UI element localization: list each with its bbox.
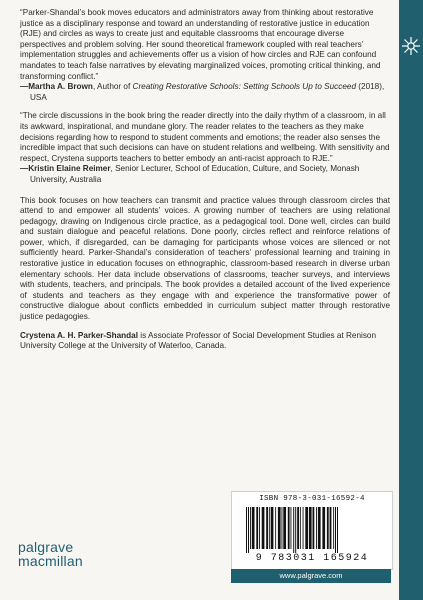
cover-text [20,8,390,352]
quote-1 [20,8,390,103]
palgrave-spine-logo-icon [401,36,421,56]
spine [399,0,423,600]
quote-1-attribution [20,82,390,103]
quote-2 [20,111,390,185]
publisher-logo [18,540,83,569]
quote-2-attribution [20,164,390,185]
quote-1-text: “Parker-Shandal’s book moves educators and administrators away from thinking about restorative justice as a disciplinary response and toward an understanding of restorative justice in education (RJE) and circles as ways to create just and equitable classrooms that encourage diverse perspectives and problem solving. Her sound theoretical framework coupled with real teachers’ implementation struggles and achievements offer us a vision of how circles and RJE can confound mandates to teach false narratives by elevating marginalized voices, promoting critical thinking, and transforming conflict.” [20,8,381,81]
quote-2-attrib-rest: , Senior Lecturer, School of Education, Culture, and Society, Monash University, Australia [30,164,360,184]
barcode-icon [244,507,384,553]
publisher-name-line2: macmillan [18,553,83,569]
barcode-digits: 9 783031 165924 [255,553,369,564]
quote-2-text: “The circle discussions in the book bring the reader directly into the daily rhythm of a classroom, in all its awkward, inspirational, and mundane glory. The reader relates to the teachers as they make decisions regarding how to respond to student comments and emotions; the reader also senses the incredible impact that such decisions can have on student relations and wellbeing. With sensitivity and respect, Crystena supports teachers to better embody an anti-racist approach to RJE.” [20,111,390,163]
isbn-label: ISBN 978-3-031-16592-4 [259,495,365,503]
author-bio [20,331,390,352]
publisher-url[interactable]: www.palgrave.com [231,569,391,583]
quote-1-attrib-pre: , Author of [92,82,133,92]
quote-1-author: —Martha A. Brown [20,82,93,92]
barcode-box [231,491,393,570]
quote-2-author: —Kristin Elaine Reimer [20,164,111,174]
book-description: This book focuses on how teachers can transmit and practice values through classroom circles that attend to and empower all students’ voices. A growing number of teachers are using relational pedagogy, drawing on Indigenous circle practice, as a pedagogical tool. Done well, circles can build and sustain dialogue and peaceful relations. Done poorly, circles reflect and reinforce relations of power, which, if disregarded, can be damaging for participants whose voices are silenced or not sufficiently heard. Parker-Shandal’s consideration of teachers’ professional learning and training in restorative justice in education focuses on ethnographic, classroom-based research in diverse urban elementary schools. Her data include observations of classrooms, teacher surveys, and interviews with students, teachers, and principals. The book provides a detailed account of the lived experience of students and teachers as they engage with and experience the transformative power of constructive dialogue about conflicts embedded in curriculum subject matter through restorative justice pedagogies. [20,195,390,322]
author-name: Crystena A. H. Parker-Shandal [20,330,139,340]
quote-1-attrib-post: (2018), USA [30,82,385,102]
publisher-name-line1: palgrave [18,539,74,555]
quote-1-book-title: Creating Restorative Schools: Setting Schools Up to Succeed [132,82,357,92]
author-bio-text: is Associate Professor of Social Development Studies at Renison University College at the University of Waterloo, Canada. [20,330,377,351]
